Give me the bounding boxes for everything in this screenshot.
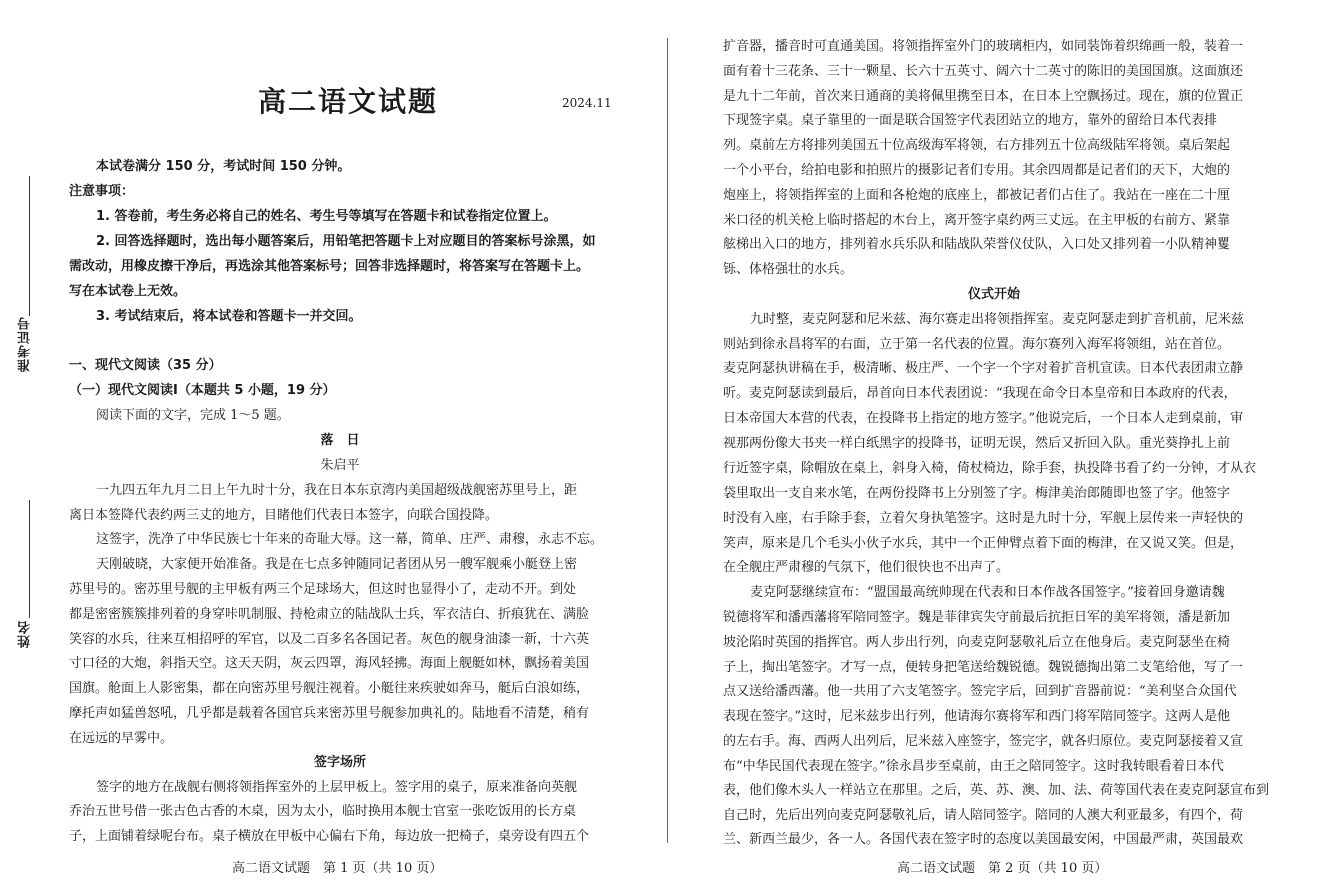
body-line: 炮座上，将领指挥室的上面和各枪炮的底座上，都被记者们占住了。我站在一座在二十厘 [723,188,1231,203]
body-line: 面有着十三花条、三十一颗星、长六十五英寸、阔六十二英寸的陈旧的美国国旗。这面旗还 [723,64,1244,79]
body-line: 一个小平台，给拍电影和拍照片的摄影记者们专用。其余四周都是记者们的天下，大炮的 [723,163,1231,178]
body-line: 舷梯出入口的地方，排列着水兵乐队和陆战队荣誉仪仗队，入口处又排列着一小队精神矍 [723,237,1231,252]
notes-heading: 注意事项： [69,184,135,199]
page-divider [667,38,668,843]
page-footer: 高二语文试题 第 1 页（共 10 页） [232,861,443,876]
article-author: 朱启平 [320,458,360,473]
body-line: 自己时，先后出列向麦克阿瑟敬礼后，请人陪同签字。陪同的人澳大利亚最多，有四个，荷 [723,808,1244,823]
intro-line: 本试卷满分 150 分，考试时间 150 分钟。 [96,159,351,174]
body-line: 扩音器，播音时可直通美国。将领指挥室外门的玻璃柜内，如同装饰着织绵画一般，装着一 [723,39,1244,54]
subsection-heading: （一）现代文阅读Ⅰ（本题共 5 小题，19 分） [69,383,336,398]
note-2b: 需改动，用橡皮擦干净后，再选涂其他答案标号；回答非选择题时，将答案写在答题卡上。 [69,259,590,274]
exam-date: 2024.11 [562,96,612,110]
body-line: 这签字，洗净了中华民族七十年来的奇耻大辱。这一幕，简单、庄严、肃穆，永志不忘。 [96,532,604,547]
body-line: 点又送给潘西藩。他一共用了六支笔签字。签完字后，回到扩音器前说：“美利坚合众国代 [723,684,1237,699]
body-line: 摩托声如猛兽怒吼，几乎都是载着各国官兵来密苏里号舰参加典礼的。陆地看不清楚，稍有 [69,706,590,721]
article-title: 落 日 [320,433,360,448]
body-line: 天刚破晓，大家便开始准备。我是在七点多钟随同记者团从另一艘军舰乘小艇登上密 [96,557,578,572]
section-title-ceremony-start: 仪式开始 [967,287,1020,302]
body-line: 国旗。舱面上人影密集，都在向密苏里号舰注视着。小艇往来疾驶如奔马，艇后白浪如练， [69,681,590,696]
body-line: 寸口径的大炮，斜指天空。这天天阴，灰云四罩，海风轻拂。海面上舰艇如林，飘扬着美国 [69,656,590,671]
body-line: 签字的地方在战舰右侧将领指挥室外的上层甲板上。签字用的桌子，原来准备向英舰 [96,780,578,795]
body-line: 则站到徐永昌将军的右面，立于第一名代表的位置。海尔赛列入海军将领组，站在首位。 [723,337,1231,352]
page-footer: 高二语文试题 第 2 页（共 10 页） [897,861,1108,876]
body-line: 麦克阿瑟继续宣布：“盟国最高统帅现在代表和日本作战各国签字。”接着回身邀请魏 [750,585,1225,600]
body-line: 乔治五世号借一张古色古香的木桌，因为太小，临时换用本舰士官室一张吃饭用的长方桌 [69,804,577,819]
body-line: 子上，掏出笔签字。才写一点，便转身把笔送给魏锐德。魏锐德掏出第二支笔给他，写了一 [723,660,1244,675]
body-line: 苏里号的。密苏里号舰的主甲板有两三个足球场大，但这时也显得小了，走动不开。到处 [69,582,577,597]
body-line: 日本帝国大本营的代表，在投降书上指定的地方签字。”他说完后，一个日本人走到桌前，审 [723,411,1244,426]
section-heading: 一、现代文阅读（35 分） [69,358,222,373]
section-title-signing-place: 签字场所 [313,755,366,770]
body-line: 笑声，原来是几个毛头小伙子水兵，其中一个正伸臂点着下面的梅津，在又说又笑。但是， [723,536,1244,551]
body-line: 麦克阿瑟执讲稿在手，极清晰、极庄严、一个字一个字对着扩音机宣读。日本代表团肃立静 [723,361,1244,376]
body-line: 在全舰庄严肃穆的气氛下，他们很快也不出声了。 [723,560,1010,575]
body-line: 列。桌前左方将排列美国五十位高级海军将领，右方排列五十位高级陆军将领。桌后架起 [723,138,1231,153]
body-line: 铄、体格强壮的水兵。 [723,262,854,277]
body-line: 的左右手。海、西两人出列后，尼米兹入座签字，签完字，就各归原位。麦克阿瑟接着又宣 [723,734,1244,749]
body-line: 都是密密簇簇排列着的身穿咔叽制服、持枪肃立的陆战队士兵，军衣洁白、折痕犹在、满脸 [69,607,590,622]
body-line: 笑容的水兵，往来互相招呼的军官，以及二百多名各国记者。灰色的舰身油漆一新，十六英 [69,632,590,647]
note-1: 1. 答卷前，考生务必将自己的姓名、考生号等填写在答题卡和试卷指定位置上。 [96,209,557,224]
body-line: 听。麦克阿瑟读到最后，昂首向日本代表团说：“我现在命令日本皇帝和日本政府的代表， [723,386,1237,401]
body-line: 下现签字桌。桌子靠里的一面是联合国签字代表团站立的地方，靠外的留给日本代表排 [723,113,1218,128]
body-line: 一九四五年九月二日上午九时十分，我在日本东京湾内美国超级战舰密苏里号上，距 [96,483,578,498]
exam-id-label: 准考证号 [18,316,33,372]
body-line: 时没有入座，右手除手套，立着欠身执笔签字。这时是九时十分，军舰上层传来一声轻快的 [723,511,1244,526]
body-line: 米口径的机关枪上临时搭起的木台上，离开签字桌约两三丈远。在主甲板的右前方、紧靠 [723,213,1231,228]
exam-id-underline [29,176,30,316]
body-line: 视那两份像大书夹一样白纸黑字的投降书，证明无误，然后又折回入队。重光葵挣扎上前 [723,436,1231,451]
body-line: 是九十二年前，首次来日通商的美将佩里携至日本，在日本上空飘扬过。现在，旗的位置正 [723,89,1244,104]
body-line: 兰、新西兰最少，各一人。各国代表在签字时的态度以美国最安闲，中国最严肃，英国最欢 [723,832,1244,847]
body-line: 子，上面铺着绿呢台布。桌子横放在甲板中心偏右下角，每边放一把椅子，桌旁设有四五个 [69,829,590,844]
body-line: 布“中华民国代表现在签字。”徐永昌步至桌前，由王之陪同签字。这时我转眼看着日本代 [723,759,1224,774]
note-2c: 写在本试卷上无效。 [69,284,187,299]
body-line: 在远远的早雾中。 [69,731,174,746]
name-underline [29,500,30,618]
body-line: 表现在签字。”这时，尼米兹步出行列，他请海尔赛将军和西门将军陪同签字。这两人是他 [723,709,1231,724]
name-label: 姓名 [18,620,33,648]
body-line: 袋里取出一支自来水笔，在两份投降书上分别签了字。梅津美治郎随即也签了字。他签字 [723,486,1231,501]
body-line: 行近签字桌，除帽放在桌上，斜身入椅，倚杖椅边，除手套，执投降书看了约一分钟，才从衣 [723,461,1257,476]
body-line: 表，他们像木头人一样站立在那里。之后，英、苏、澳、加、法、荷等国代表在麦克阿瑟宣布到 [723,783,1270,798]
note-3: 3. 考试结束后，将本试卷和答题卡一并交回。 [96,309,362,324]
body-line: 离日本签降代表约两三丈的地方，目睹他们代表日本签字，向联合国投降。 [69,508,499,523]
body-line: 锐德将军和潘西藩将军陪同签字。魏是菲律宾失守前最后抗拒日军的美军将领，潘是新加 [723,610,1231,625]
note-2a: 2. 回答选择题时，选出每小题答案后，用铅笔把答题卡上对应题目的答案标号涂黑，如 [96,234,596,249]
page-title: 高二语文试题 [258,85,439,118]
instruction: 阅读下面的文字，完成 1～5 题。 [96,408,290,423]
body-line: 坡沦陷时英国的指挥官。两人步出行列，向麦克阿瑟敬礼后立在他身后。麦克阿瑟坐在椅 [723,635,1231,650]
body-line: 九时整，麦克阿瑟和尼米兹、海尔赛走出将领指挥室。麦克阿瑟走到扩音机前，尼米兹 [750,312,1245,327]
